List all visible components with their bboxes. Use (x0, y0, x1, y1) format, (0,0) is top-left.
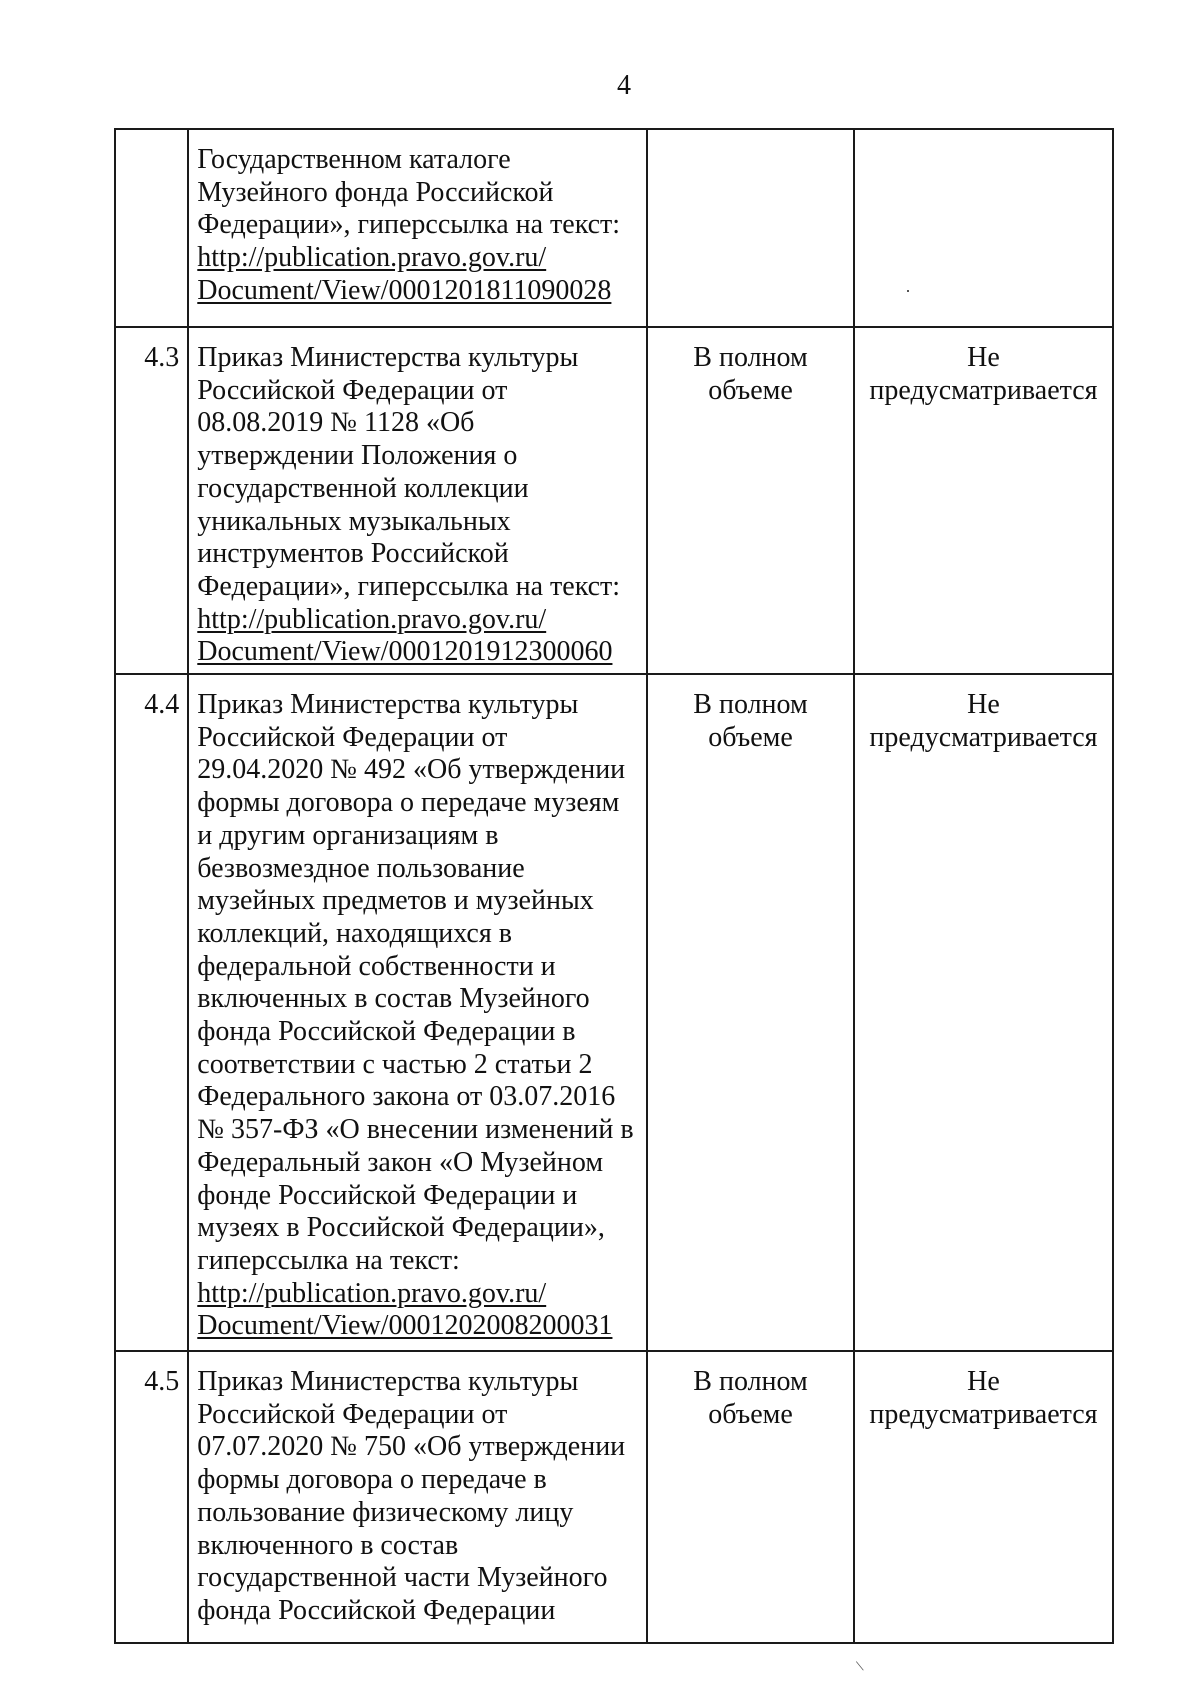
doc-line: утверждении Положения о (197, 440, 518, 472)
specifics-line: предусматривается (869, 721, 1098, 753)
specifics-cell (854, 1351, 1113, 1643)
doc-line: формы договора о передаче музеям (197, 787, 620, 819)
doc-line: включенных в состав Музейного (197, 983, 590, 1015)
doc-line: Российской Федерации от (197, 721, 508, 753)
row-number: 4.4 (115, 674, 188, 1351)
doc-line: соответствии с частью 2 статьи 2 (197, 1048, 593, 1080)
specifics-line: Не (967, 1366, 1000, 1397)
doc-line: гиперссылка на текст: (197, 1244, 460, 1276)
document-link[interactable]: Document/View/0001201811090028 (197, 274, 612, 306)
scope-cell (647, 129, 854, 327)
doc-line: 29.04.2020 № 492 «Об утверждении (197, 754, 626, 786)
table-row (115, 327, 1113, 674)
doc-line: Приказ Министерства культуры (197, 342, 579, 373)
specifics-line: Не (967, 342, 1000, 373)
table-row (115, 129, 1113, 327)
scope-line: объеме (708, 1398, 793, 1430)
doc-line: федеральной собственности и (197, 950, 556, 982)
doc-line: Приказ Министерства культуры (197, 1366, 579, 1397)
document-title-cell (188, 674, 647, 1351)
row-number: 4.5 (115, 1351, 188, 1643)
table-row (115, 1351, 1113, 1643)
doc-line: Федеральный закон «О Музейном (197, 1146, 604, 1178)
doc-line: Федерации», гиперссылка на текст: (197, 570, 621, 602)
scope-line: В полном (693, 689, 808, 720)
specifics-line: предусматривается (869, 1398, 1098, 1430)
document-title-cell (188, 129, 647, 327)
doc-line: безвозмездное пользование (197, 852, 525, 884)
doc-line: и другим организациям в (197, 819, 499, 851)
specifics-line: Не (967, 689, 1000, 720)
doc-line: Российской Федерации от (197, 1398, 508, 1430)
doc-line: 07.07.2020 № 750 «Об утверждении (197, 1431, 626, 1463)
doc-line: фонде Российской Федерации и (197, 1179, 578, 1211)
document-link[interactable]: Document/View/0001202008200031 (197, 1310, 613, 1342)
document-link[interactable]: http://publication.pravo.gov.ru/ (197, 1277, 547, 1309)
document-link[interactable]: http://publication.pravo.gov.ru/ (197, 603, 547, 635)
doc-line: 08.08.2019 № 1128 «Об (197, 407, 475, 439)
page-number: 4 (617, 70, 631, 101)
specifics-cell (854, 327, 1113, 674)
doc-line: № 357-ФЗ «О внесении изменений в (197, 1114, 634, 1146)
doc-line: включенного в состав (197, 1529, 459, 1561)
doc-line: государственной части Музейного (197, 1562, 608, 1594)
scope-line: объеме (708, 374, 793, 406)
scan-mark: \ (855, 1657, 866, 1676)
doc-line: музейных предметов и музейных (197, 885, 594, 917)
doc-line: уникальных музыкальных (197, 505, 511, 537)
doc-line: Государственном каталоге (197, 144, 511, 175)
doc-line: инструментов Российской (197, 538, 509, 570)
scope-line: В полном (693, 342, 808, 373)
specifics-line: предусматривается (869, 374, 1098, 406)
document-link[interactable]: http://publication.pravo.gov.ru/ (197, 242, 547, 274)
doc-line: формы договора о передаче в (197, 1464, 547, 1496)
row-number (115, 129, 188, 327)
document-link[interactable]: Document/View/0001201912300060 (197, 636, 613, 668)
doc-line: фонда Российской Федерации в (197, 1016, 576, 1048)
doc-line: музеях в Российской Федерации», (197, 1212, 605, 1244)
document-title-cell (188, 1351, 647, 1643)
specifics-cell (854, 129, 1113, 327)
scope-line: объеме (708, 721, 793, 753)
doc-line: Приказ Министерства культуры (197, 689, 579, 720)
doc-line: государственной коллекции (197, 472, 529, 504)
scope-cell (647, 674, 854, 1351)
doc-line: Федерации», гиперссылка на текст: (197, 209, 621, 241)
document-title-cell (188, 327, 647, 674)
scope-line: В полном (693, 1366, 808, 1397)
scope-cell (647, 1351, 854, 1643)
doc-line: фонда Российской Федерации (197, 1594, 556, 1626)
specifics-cell (854, 674, 1113, 1351)
regulations-table (114, 128, 1114, 1644)
table-row (115, 674, 1113, 1351)
doc-line: Федерального закона от 03.07.2016 (197, 1081, 616, 1113)
doc-line: пользование физическому лицу (197, 1496, 574, 1528)
doc-line: Музейного фонда Российской (197, 176, 554, 208)
scan-speck (907, 290, 909, 292)
doc-line: коллекций, находящихся в (197, 917, 512, 949)
doc-line: Российской Федерации от (197, 374, 508, 406)
row-number: 4.3 (115, 327, 188, 674)
scope-cell (647, 327, 854, 674)
